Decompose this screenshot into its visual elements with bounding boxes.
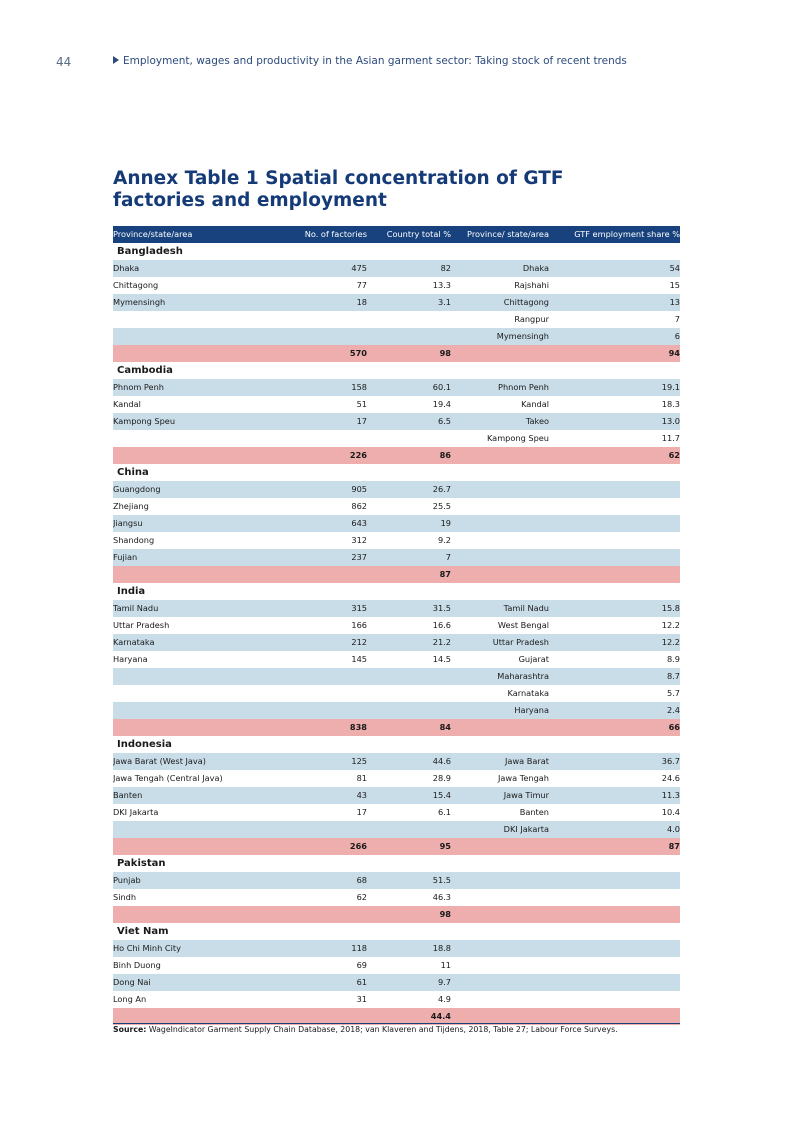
source-label: Source: — [113, 1025, 147, 1034]
country-total-pct — [367, 328, 451, 345]
province-name: Karnataka — [113, 634, 283, 651]
factory-count: 312 — [283, 532, 367, 549]
employment-share: 11.3 — [549, 787, 680, 804]
factory-count: 17 — [283, 804, 367, 821]
column-header-factories: No. of factories — [283, 226, 367, 243]
province-name: Banten — [113, 787, 283, 804]
table-row — [113, 957, 680, 974]
province-name: Uttar Pradesh — [113, 617, 283, 634]
total-employment-share: 66 — [549, 719, 680, 736]
factory-count: 158 — [283, 379, 367, 396]
country-total-pct: 51.5 — [367, 872, 451, 889]
factory-count: 125 — [283, 753, 367, 770]
country-total-pct: 14.5 — [367, 651, 451, 668]
province-name: Guangdong — [113, 481, 283, 498]
total-label-cell — [113, 838, 283, 855]
factory-count: 237 — [283, 549, 367, 566]
table-row — [113, 702, 680, 719]
factory-count: 69 — [283, 957, 367, 974]
province-area: Uttar Pradesh — [451, 634, 549, 651]
province-name: Chittagong — [113, 277, 283, 294]
factory-count — [283, 702, 367, 719]
province-name — [113, 668, 283, 685]
employment-share — [549, 498, 680, 515]
factory-count: 68 — [283, 872, 367, 889]
province-name: Kandal — [113, 396, 283, 413]
total-employment-share — [549, 906, 680, 923]
total-employment-share — [549, 566, 680, 583]
employment-share: 2.4 — [549, 702, 680, 719]
province-name: Tamil Nadu — [113, 600, 283, 617]
country-name: China — [113, 464, 680, 481]
country-name: India — [113, 583, 680, 600]
province-name: Zhejiang — [113, 498, 283, 515]
factory-count: 81 — [283, 770, 367, 787]
employment-share: 18.3 — [549, 396, 680, 413]
province-name: Jiangsu — [113, 515, 283, 532]
table-row — [113, 634, 680, 651]
factory-count: 51 — [283, 396, 367, 413]
total-row — [113, 838, 680, 855]
province-area — [451, 532, 549, 549]
employment-share: 24.6 — [549, 770, 680, 787]
province-area — [451, 940, 549, 957]
province-name — [113, 821, 283, 838]
province-area: Banten — [451, 804, 549, 821]
province-area — [451, 957, 549, 974]
employment-share: 8.9 — [549, 651, 680, 668]
province-area: Haryana — [451, 702, 549, 719]
employment-share — [549, 532, 680, 549]
total-label-cell — [113, 447, 283, 464]
province-area: Rangpur — [451, 311, 549, 328]
table-row — [113, 396, 680, 413]
province-area: Kandal — [451, 396, 549, 413]
province-name: Fujian — [113, 549, 283, 566]
province-area: Karnataka — [451, 685, 549, 702]
total-factories — [283, 566, 367, 583]
province-name: Sindh — [113, 889, 283, 906]
province-area: West Bengal — [451, 617, 549, 634]
total-area-cell — [451, 838, 549, 855]
table-row — [113, 787, 680, 804]
factory-count — [283, 685, 367, 702]
annex-table — [113, 226, 680, 1025]
country-total-pct: 9.7 — [367, 974, 451, 991]
employment-share: 13 — [549, 294, 680, 311]
employment-share: 13.0 — [549, 413, 680, 430]
employment-share — [549, 481, 680, 498]
total-area-cell — [451, 906, 549, 923]
country-name: Viet Nam — [113, 923, 680, 940]
province-name: Dong Nai — [113, 974, 283, 991]
employment-share — [549, 991, 680, 1008]
factory-count — [283, 430, 367, 447]
province-name: Dhaka — [113, 260, 283, 277]
total-factories: 570 — [283, 345, 367, 362]
province-area: Jawa Tengah — [451, 770, 549, 787]
column-header-employment-share: GTF employment share % — [549, 226, 680, 243]
province-name: Punjab — [113, 872, 283, 889]
column-header-province: Province/state/area — [113, 226, 283, 243]
province-area — [451, 549, 549, 566]
employment-share: 5.7 — [549, 685, 680, 702]
country-total-pct — [367, 311, 451, 328]
employment-share — [549, 549, 680, 566]
country-total-pct: 9.2 — [367, 532, 451, 549]
employment-share — [549, 872, 680, 889]
total-factories: 266 — [283, 838, 367, 855]
employment-share — [549, 957, 680, 974]
province-area: DKI Jakarta — [451, 821, 549, 838]
country-total-pct — [367, 668, 451, 685]
country-header-row — [113, 243, 680, 260]
province-area — [451, 872, 549, 889]
total-country-pct: 87 — [367, 566, 451, 583]
total-row — [113, 719, 680, 736]
country-total-pct: 21.2 — [367, 634, 451, 651]
factory-count: 315 — [283, 600, 367, 617]
country-name: Indonesia — [113, 736, 680, 753]
total-employment-share: 62 — [549, 447, 680, 464]
table-row — [113, 481, 680, 498]
column-header-country-total: Country total % — [367, 226, 451, 243]
employment-share — [549, 515, 680, 532]
country-total-pct: 25.5 — [367, 498, 451, 515]
total-country-pct: 84 — [367, 719, 451, 736]
table-row — [113, 328, 680, 345]
running-header-text: Employment, wages and productivity in the Asian garment sector: Taking stock of recent trends — [123, 55, 627, 67]
country-total-pct — [367, 430, 451, 447]
country-header-row — [113, 855, 680, 872]
province-name — [113, 702, 283, 719]
source-text: WageIndicator Garment Supply Chain Database, 2018; van Klaveren and Tijdens, 2018, Table 27; Labour Force Surveys. — [148, 1025, 618, 1034]
total-row — [113, 566, 680, 583]
total-area-cell — [451, 566, 549, 583]
employment-share: 6 — [549, 328, 680, 345]
country-total-pct: 19 — [367, 515, 451, 532]
province-area: Takeo — [451, 413, 549, 430]
province-area: Dhaka — [451, 260, 549, 277]
country-total-pct — [367, 821, 451, 838]
table-row — [113, 770, 680, 787]
province-area: Jawa Barat — [451, 753, 549, 770]
factory-count: 905 — [283, 481, 367, 498]
province-name: DKI Jakarta — [113, 804, 283, 821]
triangle-bullet-icon — [113, 56, 119, 64]
country-total-pct: 13.3 — [367, 277, 451, 294]
employment-share: 7 — [549, 311, 680, 328]
table-row — [113, 498, 680, 515]
employment-share: 8.7 — [549, 668, 680, 685]
total-area-cell — [451, 447, 549, 464]
factory-count: 62 — [283, 889, 367, 906]
table-row — [113, 515, 680, 532]
table-row — [113, 668, 680, 685]
factory-count: 43 — [283, 787, 367, 804]
province-area — [451, 498, 549, 515]
total-country-pct: 95 — [367, 838, 451, 855]
total-row — [113, 345, 680, 362]
table-row — [113, 617, 680, 634]
province-area: Gujarat — [451, 651, 549, 668]
province-name — [113, 685, 283, 702]
country-total-pct: 6.5 — [367, 413, 451, 430]
country-total-pct: 7 — [367, 549, 451, 566]
province-name: Binh Duong — [113, 957, 283, 974]
table-row — [113, 940, 680, 957]
province-name: Jawa Tengah (Central Java) — [113, 770, 283, 787]
country-total-pct: 19.4 — [367, 396, 451, 413]
table-row — [113, 600, 680, 617]
employment-share: 4.0 — [549, 821, 680, 838]
factory-count: 643 — [283, 515, 367, 532]
country-total-pct: 60.1 — [367, 379, 451, 396]
total-factories — [283, 906, 367, 923]
factory-count: 862 — [283, 498, 367, 515]
factory-count: 145 — [283, 651, 367, 668]
table-row — [113, 821, 680, 838]
province-area: Kampong Speu — [451, 430, 549, 447]
total-label-cell — [113, 719, 283, 736]
total-row — [113, 906, 680, 923]
table-row — [113, 991, 680, 1008]
province-name — [113, 430, 283, 447]
province-area: Phnom Penh — [451, 379, 549, 396]
factory-count — [283, 821, 367, 838]
table-row — [113, 260, 680, 277]
country-name: Cambodia — [113, 362, 680, 379]
country-header-row — [113, 736, 680, 753]
table-title: Annex Table 1 Spatial concentration of GTF factories and employment — [113, 168, 564, 211]
table-header — [113, 226, 680, 243]
employment-share: 12.2 — [549, 634, 680, 651]
table-row — [113, 532, 680, 549]
table-row — [113, 804, 680, 821]
total-label-cell — [113, 906, 283, 923]
factory-count: 77 — [283, 277, 367, 294]
factory-count: 475 — [283, 260, 367, 277]
page-number: 44 — [56, 55, 72, 69]
factory-count — [283, 328, 367, 345]
source-note — [113, 1025, 618, 1034]
factory-count: 118 — [283, 940, 367, 957]
table-row — [113, 889, 680, 906]
province-name — [113, 311, 283, 328]
total-employment-share: 94 — [549, 345, 680, 362]
table-row — [113, 872, 680, 889]
table-row — [113, 311, 680, 328]
total-country-pct: 86 — [367, 447, 451, 464]
employment-share: 36.7 — [549, 753, 680, 770]
employment-share — [549, 889, 680, 906]
country-total-pct: 46.3 — [367, 889, 451, 906]
country-header-row — [113, 923, 680, 940]
province-name: Haryana — [113, 651, 283, 668]
factory-count: 212 — [283, 634, 367, 651]
country-total-pct: 26.7 — [367, 481, 451, 498]
table-row — [113, 379, 680, 396]
country-total-pct: 16.6 — [367, 617, 451, 634]
employment-share: 15.8 — [549, 600, 680, 617]
employment-share: 54 — [549, 260, 680, 277]
employment-share: 15 — [549, 277, 680, 294]
table-row — [113, 277, 680, 294]
table-bottom-rule — [113, 1023, 680, 1024]
factory-count: 31 — [283, 991, 367, 1008]
table-row — [113, 753, 680, 770]
province-name — [113, 328, 283, 345]
country-total-pct: 44.6 — [367, 753, 451, 770]
province-name: Kampong Speu — [113, 413, 283, 430]
province-area — [451, 481, 549, 498]
country-total-pct: 11 — [367, 957, 451, 974]
country-total-pct — [367, 685, 451, 702]
province-area: Mymensingh — [451, 328, 549, 345]
country-name: Bangladesh — [113, 243, 680, 260]
total-employment-share: 87 — [549, 838, 680, 855]
factory-count — [283, 668, 367, 685]
country-total-pct: 15.4 — [367, 787, 451, 804]
table-row — [113, 974, 680, 991]
country-header-row — [113, 583, 680, 600]
employment-share: 11.7 — [549, 430, 680, 447]
table-body — [113, 243, 680, 1025]
country-total-pct: 28.9 — [367, 770, 451, 787]
country-total-pct: 18.8 — [367, 940, 451, 957]
province-area: Rajshahi — [451, 277, 549, 294]
employment-share: 12.2 — [549, 617, 680, 634]
province-name: Ho Chi Minh City — [113, 940, 283, 957]
total-area-cell — [451, 719, 549, 736]
province-area: Maharashtra — [451, 668, 549, 685]
country-total-pct: 82 — [367, 260, 451, 277]
total-row — [113, 447, 680, 464]
table-row — [113, 685, 680, 702]
country-header-row — [113, 464, 680, 481]
table-row — [113, 651, 680, 668]
employment-share — [549, 974, 680, 991]
country-total-pct: 6.1 — [367, 804, 451, 821]
country-name: Pakistan — [113, 855, 680, 872]
total-country-pct: 98 — [367, 906, 451, 923]
table-row — [113, 413, 680, 430]
factory-count: 166 — [283, 617, 367, 634]
country-total-pct: 31.5 — [367, 600, 451, 617]
factory-count — [283, 311, 367, 328]
province-area: Jawa Timur — [451, 787, 549, 804]
province-name: Jawa Barat (West Java) — [113, 753, 283, 770]
country-header-row — [113, 362, 680, 379]
total-country-pct: 98 — [367, 345, 451, 362]
employment-share: 10.4 — [549, 804, 680, 821]
factory-count: 17 — [283, 413, 367, 430]
total-label-cell — [113, 345, 283, 362]
factory-count: 61 — [283, 974, 367, 991]
province-name: Shandong — [113, 532, 283, 549]
total-factories: 226 — [283, 447, 367, 464]
province-area: Chittagong — [451, 294, 549, 311]
province-area — [451, 515, 549, 532]
employment-share: 19.1 — [549, 379, 680, 396]
column-header-province-area: Province/ state/area — [451, 226, 549, 243]
total-area-cell — [451, 345, 549, 362]
country-total-pct: 3.1 — [367, 294, 451, 311]
province-area — [451, 974, 549, 991]
province-name: Long An — [113, 991, 283, 1008]
country-total-pct — [367, 702, 451, 719]
employment-share — [549, 940, 680, 957]
province-area — [451, 889, 549, 906]
province-name: Mymensingh — [113, 294, 283, 311]
factory-count: 18 — [283, 294, 367, 311]
table-row — [113, 294, 680, 311]
table-row — [113, 430, 680, 447]
total-label-cell — [113, 566, 283, 583]
province-area — [451, 991, 549, 1008]
total-country-pct: 44.4 — [367, 1008, 451, 1025]
country-total-pct: 4.9 — [367, 991, 451, 1008]
province-name: Phnom Penh — [113, 379, 283, 396]
running-header — [113, 55, 627, 67]
province-area: Tamil Nadu — [451, 600, 549, 617]
total-factories: 838 — [283, 719, 367, 736]
table-row — [113, 549, 680, 566]
